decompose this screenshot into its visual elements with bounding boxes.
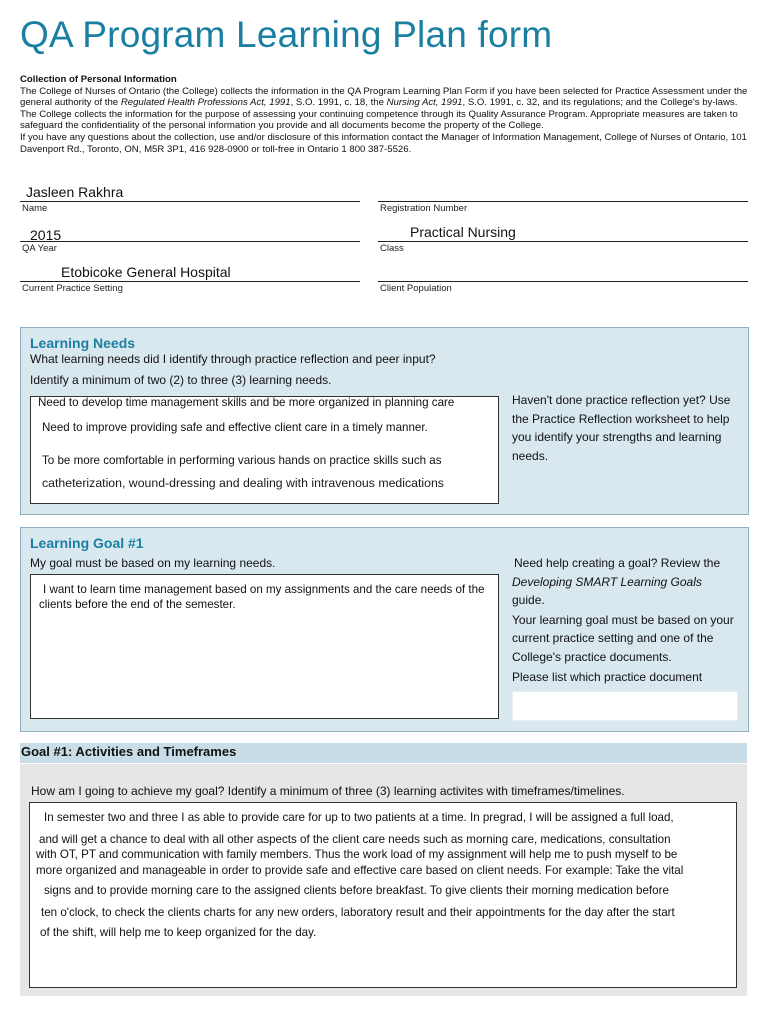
activities-line-4: more organized and manageable in order to provide safe and effective care based on client needs. For example: Take the vital: [36, 864, 684, 877]
learning-needs-title: Learning Needs: [30, 335, 136, 351]
learning-need-3: To be more comfortable in performing various hands on practice skills such as: [42, 454, 442, 467]
name-label: Name: [22, 203, 48, 214]
learning-need-2: Need to improve providing safe and effective client care in a timely manner.: [42, 421, 428, 434]
goal-help-requirement: Your learning goal must be based on your current practice setting and one of the College's practice documents.: [512, 612, 734, 664]
learning-needs-help: Haven't done practice reflection yet? Use the Practice Reflection worksheet to help you identify your strengths and learning needs.: [512, 393, 731, 463]
notice-paragraph-1: The College of Nurses of Ontario (the College) collects the information in the QA Program Learning Plan Form if you have been selected for Practice Assessment under the general authority of the Regulated Health Professions Act, 1991, S.O. 1991, c. 18, the Nursing Act, 1991, S.O. 1991, c. 32, and its regulations; and the College's by-laws. The College collects the information for the purpose of assessing your continuing competence through its Quality Assurance Program. Appropriate measures are taken to safeguard the confidentiality of the personal information you provide and all documents become the property of the College.: [20, 85, 748, 132]
learning-goal-title: Learning Goal #1: [30, 535, 144, 551]
learning-need-3-cont: catheterization, wound-dressing and dealing with intravenous medications: [42, 476, 444, 490]
activities-line-3: with OT, PT and communication with family members. Thus the work load of my assignment will help me to push myself to be: [36, 848, 678, 861]
name-line: [20, 200, 360, 202]
registration-label: Registration Number: [380, 203, 468, 214]
learning-needs-question-2: Identify a minimum of two (2) to three (3) learning needs.: [30, 373, 332, 387]
practice-setting-line: [20, 280, 360, 282]
qa-year-line: [20, 240, 360, 242]
learning-goal-answer: I want to learn time management based on my assignments and the care needs of the clients before the end of the semester.: [39, 583, 485, 611]
privacy-notice: [20, 74, 750, 155]
activities-question: How am I going to achieve my goal? Identify a minimum of three (3) learning activites with timeframes/timelines.: [31, 784, 625, 798]
learning-goal-question: My goal must be based on my learning needs.: [30, 556, 276, 570]
goal-help-guide: guide.: [512, 593, 545, 607]
smart-goals-guide-link[interactable]: Developing SMART Learning Goals: [512, 574, 702, 589]
learning-needs-question-1: What learning needs did I identify through practice reflection and peer input?: [30, 352, 436, 366]
client-population-line: [378, 280, 748, 282]
activities-line-5: signs and to provide morning care to the assigned clients before breakfast. To give clients their morning medication before: [44, 884, 669, 897]
practice-setting-field[interactable]: Etobicoke General Hospital: [61, 264, 231, 280]
notice-paragraph-2: If you have any questions about the collection, use and/or disclosure of this information contact the Manager of Information Management, College of Nurses of Ontario, 101 Davenport Rd., Toronto, ON, M5R 3P1, 416 928-0900 or toll-free in Ontario 1 800 387-5526.: [20, 131, 747, 155]
notice-heading: Collection of Personal Information: [20, 74, 177, 85]
name-field[interactable]: Jasleen Rakhra: [26, 184, 124, 200]
qa-year-field[interactable]: 2015: [30, 227, 62, 243]
learning-goal-panel: [20, 527, 749, 732]
goal-help-line: Need help creating a goal? Review the: [514, 556, 721, 570]
class-field[interactable]: Practical Nursing: [410, 224, 516, 240]
activities-line-1: In semester two and three I as able to provide care for up to two patients at a time. In pregrad, I will be assigned a full load,: [44, 811, 674, 824]
learning-needs-panel: [20, 327, 749, 515]
practice-document-label: Please list which practice document: [512, 670, 703, 684]
activities-title: Goal #1: Activities and Timeframes: [21, 744, 237, 759]
page-title: QA Program Learning Plan form: [20, 14, 553, 55]
activities-input[interactable]: [29, 802, 737, 988]
registration-line: [378, 200, 748, 202]
activities-line-6: ten o'clock, to check the clients charts for any new orders, laboratory result and their appointments for the day after the start: [41, 906, 675, 919]
activities-line-2: and will get a chance to deal with all other aspects of the client care needs such as morning care, medications, consultation: [39, 833, 671, 846]
learning-goal-help: [512, 554, 744, 687]
learning-need-1: Need to develop time management skills and be more organized in planning care: [38, 396, 455, 409]
class-line: [378, 240, 748, 242]
learning-needs-input[interactable]: [30, 396, 499, 504]
activities-header-bar: [20, 743, 747, 763]
qa-year-label: QA Year: [22, 243, 57, 254]
class-label: Class: [380, 243, 404, 254]
practice-document-input[interactable]: [512, 691, 738, 721]
activities-panel: [20, 764, 747, 996]
practice-setting-label: Current Practice Setting: [22, 283, 123, 294]
activities-line-7: of the shift, will help me to keep organized for the day.: [40, 926, 317, 939]
client-population-label: Client Population: [380, 283, 452, 294]
learning-goal-input[interactable]: [30, 574, 499, 719]
